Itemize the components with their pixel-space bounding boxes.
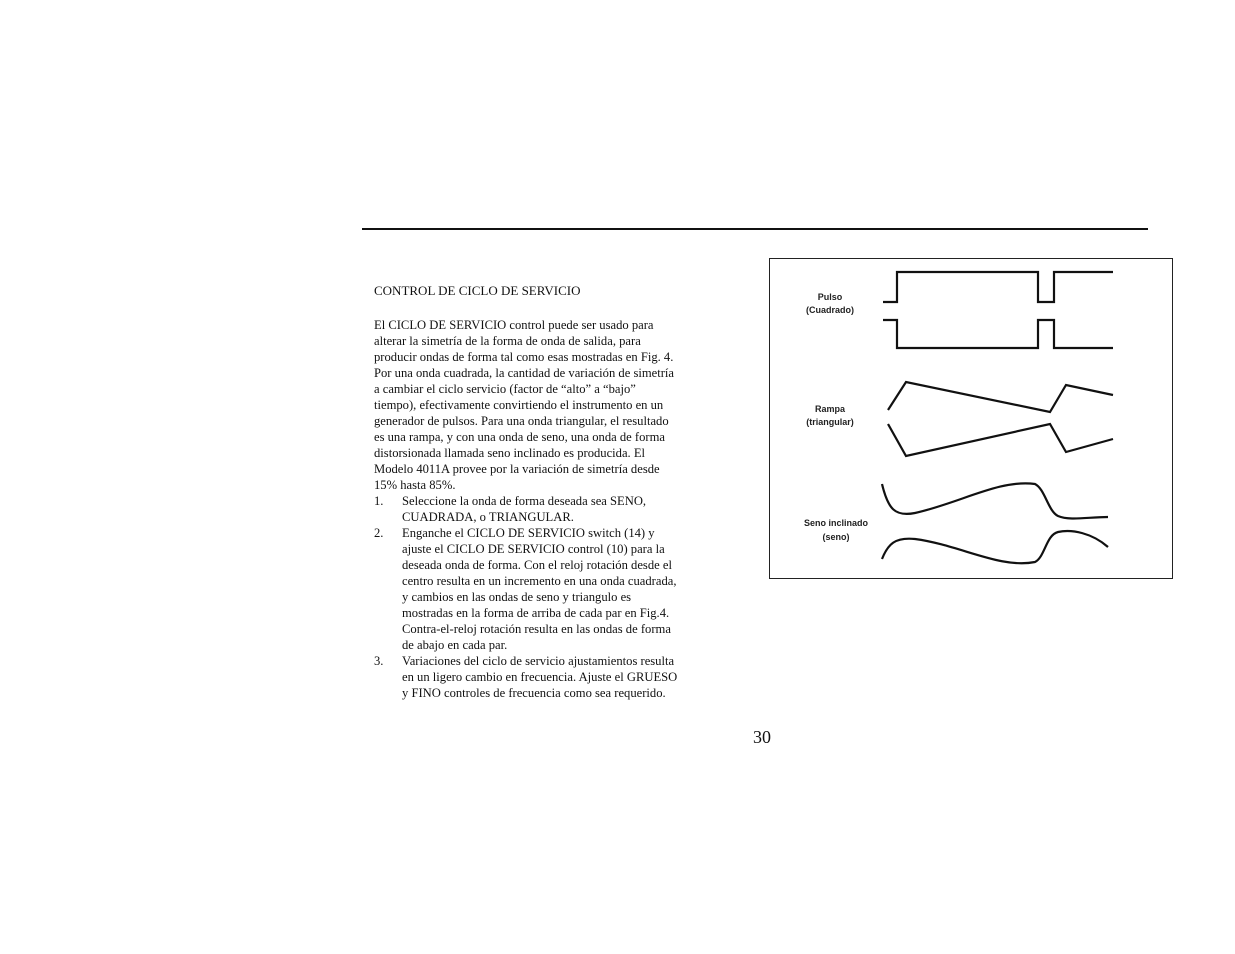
waveform-figure <box>769 258 1173 579</box>
step-text: Enganche el CICLO DE SERVICIO switch (14) y ajuste el CICLO DE SERVICIO control (10) para la deseada onda de forma. Con el reloj rotación desde el centro resulta en un incremento en una onda cuadrada, y cambios en las ondas de seno y triangulo es mostradas en la forma de arriba de cada par en Fig.4. Contra-el-reloj rotación resulta en las ondas de forma de abajo en cada par. <box>402 526 677 652</box>
intro-paragraph: El CICLO DE SERVICIO control puede ser usado para alterar la simetría de la forma de onda de salida, para producir ondas de forma tal como esas mostradas en Fig. 4. Por una onda cuadrada, la cantidad de variación de simetría a cambiar el ciclo servicio (factor de “alto” a “bajo” tiempo), efectivamente convirtiendo el instrumento en un generador de pulsos. Para una onda triangular, el resultado es una rampa, y con una onda de seno, una onda de forma distorsionada llamada seno inclinado es producida. El Modelo 4011A provee por la variación de simetría desde 15% hasta 85%. <box>374 318 675 492</box>
steps-list <box>374 493 719 701</box>
section-heading: CONTROL DE CICLO DE SERVICIO <box>374 283 581 298</box>
ramp-wave-top <box>888 382 1113 412</box>
label-sine: (seno) <box>822 532 850 542</box>
pulse-wave-bottom <box>883 320 1113 348</box>
label-pulse: Pulso <box>817 292 843 302</box>
page-number: 30 <box>753 727 771 747</box>
pulse-wave-top <box>883 272 1113 302</box>
skewed-sine-top <box>882 483 1108 518</box>
list-item <box>374 653 719 701</box>
label-skewed-sine: Seno inclinado <box>803 518 869 528</box>
skewed-sine-bottom <box>882 531 1108 563</box>
step-text: Seleccione la onda de forma deseada sea SENO, CUADRADA, o TRIANGULAR. <box>402 494 647 524</box>
ramp-wave-bottom <box>888 424 1113 456</box>
label-square: (Cuadrado) <box>806 305 854 315</box>
step-number: 2. <box>374 526 384 540</box>
label-triangular: (triangular) <box>806 417 854 427</box>
top-rule <box>362 228 1148 230</box>
step-text: Variaciones del ciclo de servicio ajustamientos resulta en un ligero cambio en frecuencia. Ajuste el GRUESO y FINO controles de frecuencia como sea requerido. <box>402 654 678 700</box>
step-number: 1. <box>374 494 384 508</box>
list-item <box>374 493 719 525</box>
step-number: 3. <box>374 654 384 668</box>
waveform-diagram <box>770 259 1174 580</box>
list-item <box>374 525 719 653</box>
label-ramp: Rampa <box>814 404 846 414</box>
body-text <box>374 317 719 701</box>
